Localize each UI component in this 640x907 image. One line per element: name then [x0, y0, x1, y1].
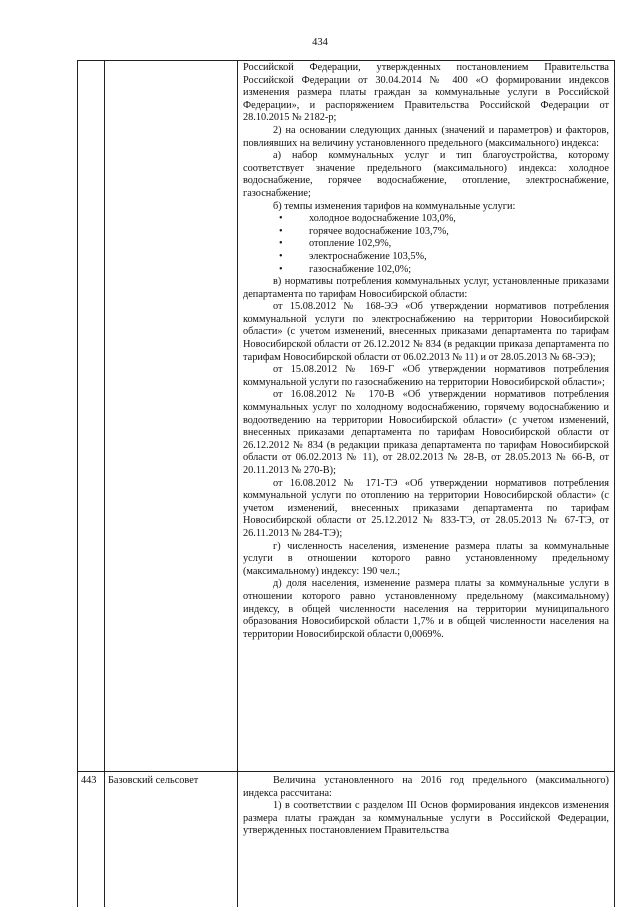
paragraph: г) численность населения, изменение размера платы за коммунальные услуги в отношении которого равно установленному предельному (максимальному) индексу: 190 чел.; — [243, 540, 609, 577]
paragraph: от 15.08.2012 № 168-ЭЭ «Об утверждении нормативов потребления коммунальной услуги по электроснабжению на территории Новосибирской области» (с учетом изменений, внесенных приказами департамента по тарифам Новосибирской области от 26.12.2012 № 834 (в редакции приказа департамента по тарифам Новосибирской области от 06.02.2013 № 11) и от 28.05.2013 № 68-ЭЭ); — [243, 301, 609, 363]
paragraph: от 16.08.2012 № 170-В «Об утверждении нормативов потребления коммунальных услуг по холодному водоснабжению, горячему водоснабжению и водоотведению на территории Новосибирской области» (с учетом изменений, внесенных приказами департамента по тарифам Новосибирской области от 26.12.2012 № 834 (в редакции приказа департамента по тарифам Новосибирской области от 06.02.2013 № 11), от 28.02.2013 № 28-В, от 28.05.2013 № 66-В, от 20.11.2013 № 270-В); — [243, 389, 609, 476]
table — [77, 60, 615, 907]
list-item: • электроснабжение 103,5%, — [279, 251, 609, 264]
table-border-right — [614, 61, 615, 907]
list-item: • отопление 102,9%, — [279, 238, 609, 251]
paragraph: а) набор коммунальных услуг и тип благоустройства, которому соответствует значение предельного (максимального) индекса: холодное водоснабжение, горячее водоснабжение, отопление, электроснабжение, газоснабжение; — [243, 150, 609, 199]
paragraph: от 15.08.2012 № 169-Г «Об утверждении нормативов потребления коммунальной услуги по газоснабжению на территории Новосибирской области»; — [243, 364, 609, 388]
table-border-col2 — [237, 61, 238, 907]
table-border-left — [77, 61, 78, 907]
paragraph: Величина установленного на 2016 год предельного (максимального) индекса рассчитана: — [243, 775, 609, 799]
table-cell-description — [243, 62, 609, 641]
paragraph: в) нормативы потребления коммунальных услуг, установленные приказами департамента по тарифам Новосибирской области: — [243, 276, 609, 300]
page-number: 434 — [312, 37, 328, 48]
table-border-col1 — [104, 61, 105, 907]
paragraph: 1) в соответствии с разделом III Основ формирования индексов изменения размера платы граждан за коммунальные услуги в Российской Федерации, утвержденных постановлением Правительства — [243, 800, 609, 837]
tariff-list — [243, 213, 609, 276]
list-item: • горячее водоснабжение 103,7%, — [279, 226, 609, 239]
table-cell-description — [243, 775, 609, 838]
paragraph: 2) на основании следующих данных (значений и параметров) и факторов, повлиявших на величину установленного предельного (максимального) индекса: — [243, 124, 609, 149]
paragraph: от 16.08.2012 № 171-ТЭ «Об утверждении нормативов потребления коммунальной услуги по отоплению на территории Новосибирской области» (с учетом изменений, внесенных приказами департамента по тарифам Новосибирской области от 25.12.2012 № 833-ТЭ, от 28.05.2013 № 67-ТЭ, от 26.11.2013 № 284-ТЭ); — [243, 477, 609, 539]
paragraph: б) темпы изменения тарифов на коммунальные услуги: — [273, 200, 516, 212]
list-item: • газоснабжение 102,0%; — [279, 264, 609, 277]
paragraph: д) доля населения, изменение размера платы за коммунальные услуги в отношении которого равно установленному предельному (максимальному) индексу, в общей численности населения на территории муниципального образования Новосибирской области 1,7% и в общей численности населения на территории Новосибирской области 0,0069%. — [243, 578, 609, 640]
row-number: 443 — [81, 775, 97, 786]
paragraph: Российской Федерации, утвержденных постановлением Правительства Российской Федерации от 30.04.2014 № 400 «О формировании индексов изменения размера платы граждан за коммунальные услуги в Российской Федерации», и распоряжением Правительства Российской Федерации от 28.10.2015 № 2182-р; — [243, 62, 609, 124]
table-row-divider — [77, 771, 615, 772]
municipality-name: Базовский сельсовет — [108, 775, 199, 786]
list-item: • холодное водоснабжение 103,0%, — [279, 213, 609, 226]
